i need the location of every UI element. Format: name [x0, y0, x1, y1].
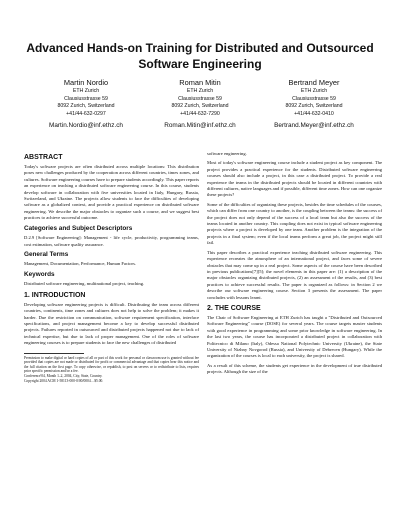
paragraph-projects: Most of today's software engineering course include a student project as key component. The project provides a practical experience for the students. Distributed software engineering courses should also include a project, in this case a distributed project. To provide a real experience the teams in the distributed projects should be located in different countries with different cultures, native languages and if possible, different time zones. How can one organize these projects?	[207, 160, 382, 198]
paper-title: Advanced Hands-on Training for Distributed and Outsourced Software Engineering	[26, 41, 374, 71]
course-heading: 2. THE COURSE	[207, 304, 261, 312]
author-1	[30, 78, 142, 131]
author-phone: +41/44-632-7290	[180, 110, 220, 117]
copyright-line: Copyright 2004 ACM 1-58113-000-0/00/0004…$5.00.	[24, 378, 104, 383]
author-block	[30, 78, 370, 131]
paragraph-overview: This paper describes a practical experience teaching distributed software engineering. This experience recreates the atmosphere of an international project, and faces some of severe obstacles that may come up in a real project. Some aspects of the course have been described in previous publications[7][5]; the novel elements in this paper are: (1) a description of the major obstacles organizing distributed projects, (2) an assessment of the results, and (3) best practices to achieve successful results. The paper is organized as follows: in Section 2 we describe our software engineering course. Section 3 presents the assessment. The paper concludes with lessons learnt.	[207, 249, 382, 300]
introduction-text: Developing software engineering projects is difficult. Distributing the team across different countries, continents, time zones and cultures does not help to solve the problem; it makes it harder. Due the restriction on communication, software requirement specification, interface specifications, and project management become a key to develop successful distributed projects. Failures reported in outsourced and distributed projects happened not due to lack of technical expertise, but due to lack of proper management. One of the roles of software engineering courses is to prepare students to face the new challenges of distributed	[24, 301, 199, 346]
author-email: Martin.Nordio@inf.ethz.ch	[49, 122, 123, 130]
author-street: Clausiusstrasse 59	[64, 95, 108, 102]
author-street: Clausiusstrasse 59	[178, 95, 222, 102]
introduction-heading: 1. INTRODUCTION	[24, 291, 86, 299]
keywords-heading: Keywords	[24, 270, 55, 278]
footnote-divider	[24, 353, 84, 354]
categories-text: D.2.9 [Software Engineering]: Management - life cycle, productivity, programming teams, cost estimation, software quality assurance.	[24, 235, 199, 247]
author-phone: +41/44-632-0297	[66, 110, 106, 117]
paragraph-difficulties: Some of the difficulties of organizing these projects, besides the time schedules of the courses, which can differ from one country to another, is the coupling between the teams: the success of the project does not only depend of the success of a local team but also the success of the teams located in another country. This coupling does not exist in typical software engineering projects where a project is developed by one team. Another problem is the integration of the projects in a final system; even if the local teams perform a great job, the project might still fail.	[207, 201, 382, 246]
terms-text: Management, Documentation, Performance, Human Factors.	[24, 261, 137, 267]
conference-line: Conference'04, Month 1–2, 2004, City, State, Country.	[24, 374, 103, 378]
abstract-text: Today's software projects are often distributed across multiple locations: This distribution poses new challenges produced by the cooperation across different countries, times zones, and cultures. Software engineering courses have to prepare students accordingly. This paper reports an experience on teaching a distributed software engineering course. In this course, students develop software in collaboration with five universities located in Italy, Hungary, Russia, Switzerland, and Ukraine. The projects allow students to face the difficulties of developing software as a globalized context, and provide a practical experience on distributed software engineering. We describe the major obstacles to organize such a course, and we suggest best practices to achieve successful outcome.	[24, 164, 200, 221]
author-city: 8092 Zurich, Switzerland	[171, 103, 229, 110]
author-phone: +41/44-632-0410	[294, 110, 334, 117]
author-name: Roman Mitin	[179, 78, 221, 87]
author-name: Bertrand Meyer	[288, 78, 340, 87]
author-email: Roman.Mitin@inf.ethz.ch	[164, 122, 236, 130]
author-affiliation: ETH Zurich	[72, 88, 100, 94]
abstract-heading: ABSTRACT	[24, 154, 63, 161]
author-affiliation: ETH Zurich	[186, 88, 214, 94]
terms-heading: General Terms	[24, 250, 69, 258]
author-affiliation: ETH Zurich	[300, 88, 328, 94]
author-email: Bertrand.Meyer@inf.ethz.ch	[274, 122, 354, 130]
author-2	[144, 78, 256, 131]
author-3	[258, 78, 370, 131]
author-name: Martin Nordio	[63, 78, 109, 87]
left-column	[24, 151, 199, 383]
paragraph-course: The Chair of Software Engineering at ETH Zurich has taught a "Distributed and Outsourced Software Engineering" course (DOSE) for several years. The course targets master students with good experience in programming and some prior knowledge in software engineering. In the last two years, the course has incorporated a distributed project in collaboration with Politecnico di Milano (Italy), Odessa National Polytechnic University (Ukraine), the State University of Nizhny Novgorod (Russia), and University of Debrecen (Hungary). While the organization of the courses is local to each university, the project is shared.	[207, 314, 382, 359]
author-street: Clausiusstrasse 59	[292, 95, 336, 102]
right-column	[207, 151, 382, 379]
copyright-notice: Permission to make digital or hard copies of all or part of this work for personal or classroom use is granted without fee provided that copies are not made or distributed for profit or commercial advantage and that copies bear this notice and the full citation on the first page. To copy otherwise, or republish, to post on servers or to redistribute to lists, requires prior specific permission and/or a fee.	[24, 355, 199, 374]
author-city: 8092 Zurich, Switzerland	[57, 103, 115, 110]
paragraph-continuation: software engineering.	[207, 151, 247, 156]
paragraph-scheme: As a result of this scheme, the students get experience in the development of true distributed projects. Although the size of the	[207, 362, 382, 375]
author-city: 8092 Zurich, Switzerland	[285, 103, 343, 110]
keywords-text: Distributed software engineering, multinational project, teaching.	[24, 281, 145, 287]
categories-heading: Categories and Subject Descriptors	[24, 224, 133, 232]
